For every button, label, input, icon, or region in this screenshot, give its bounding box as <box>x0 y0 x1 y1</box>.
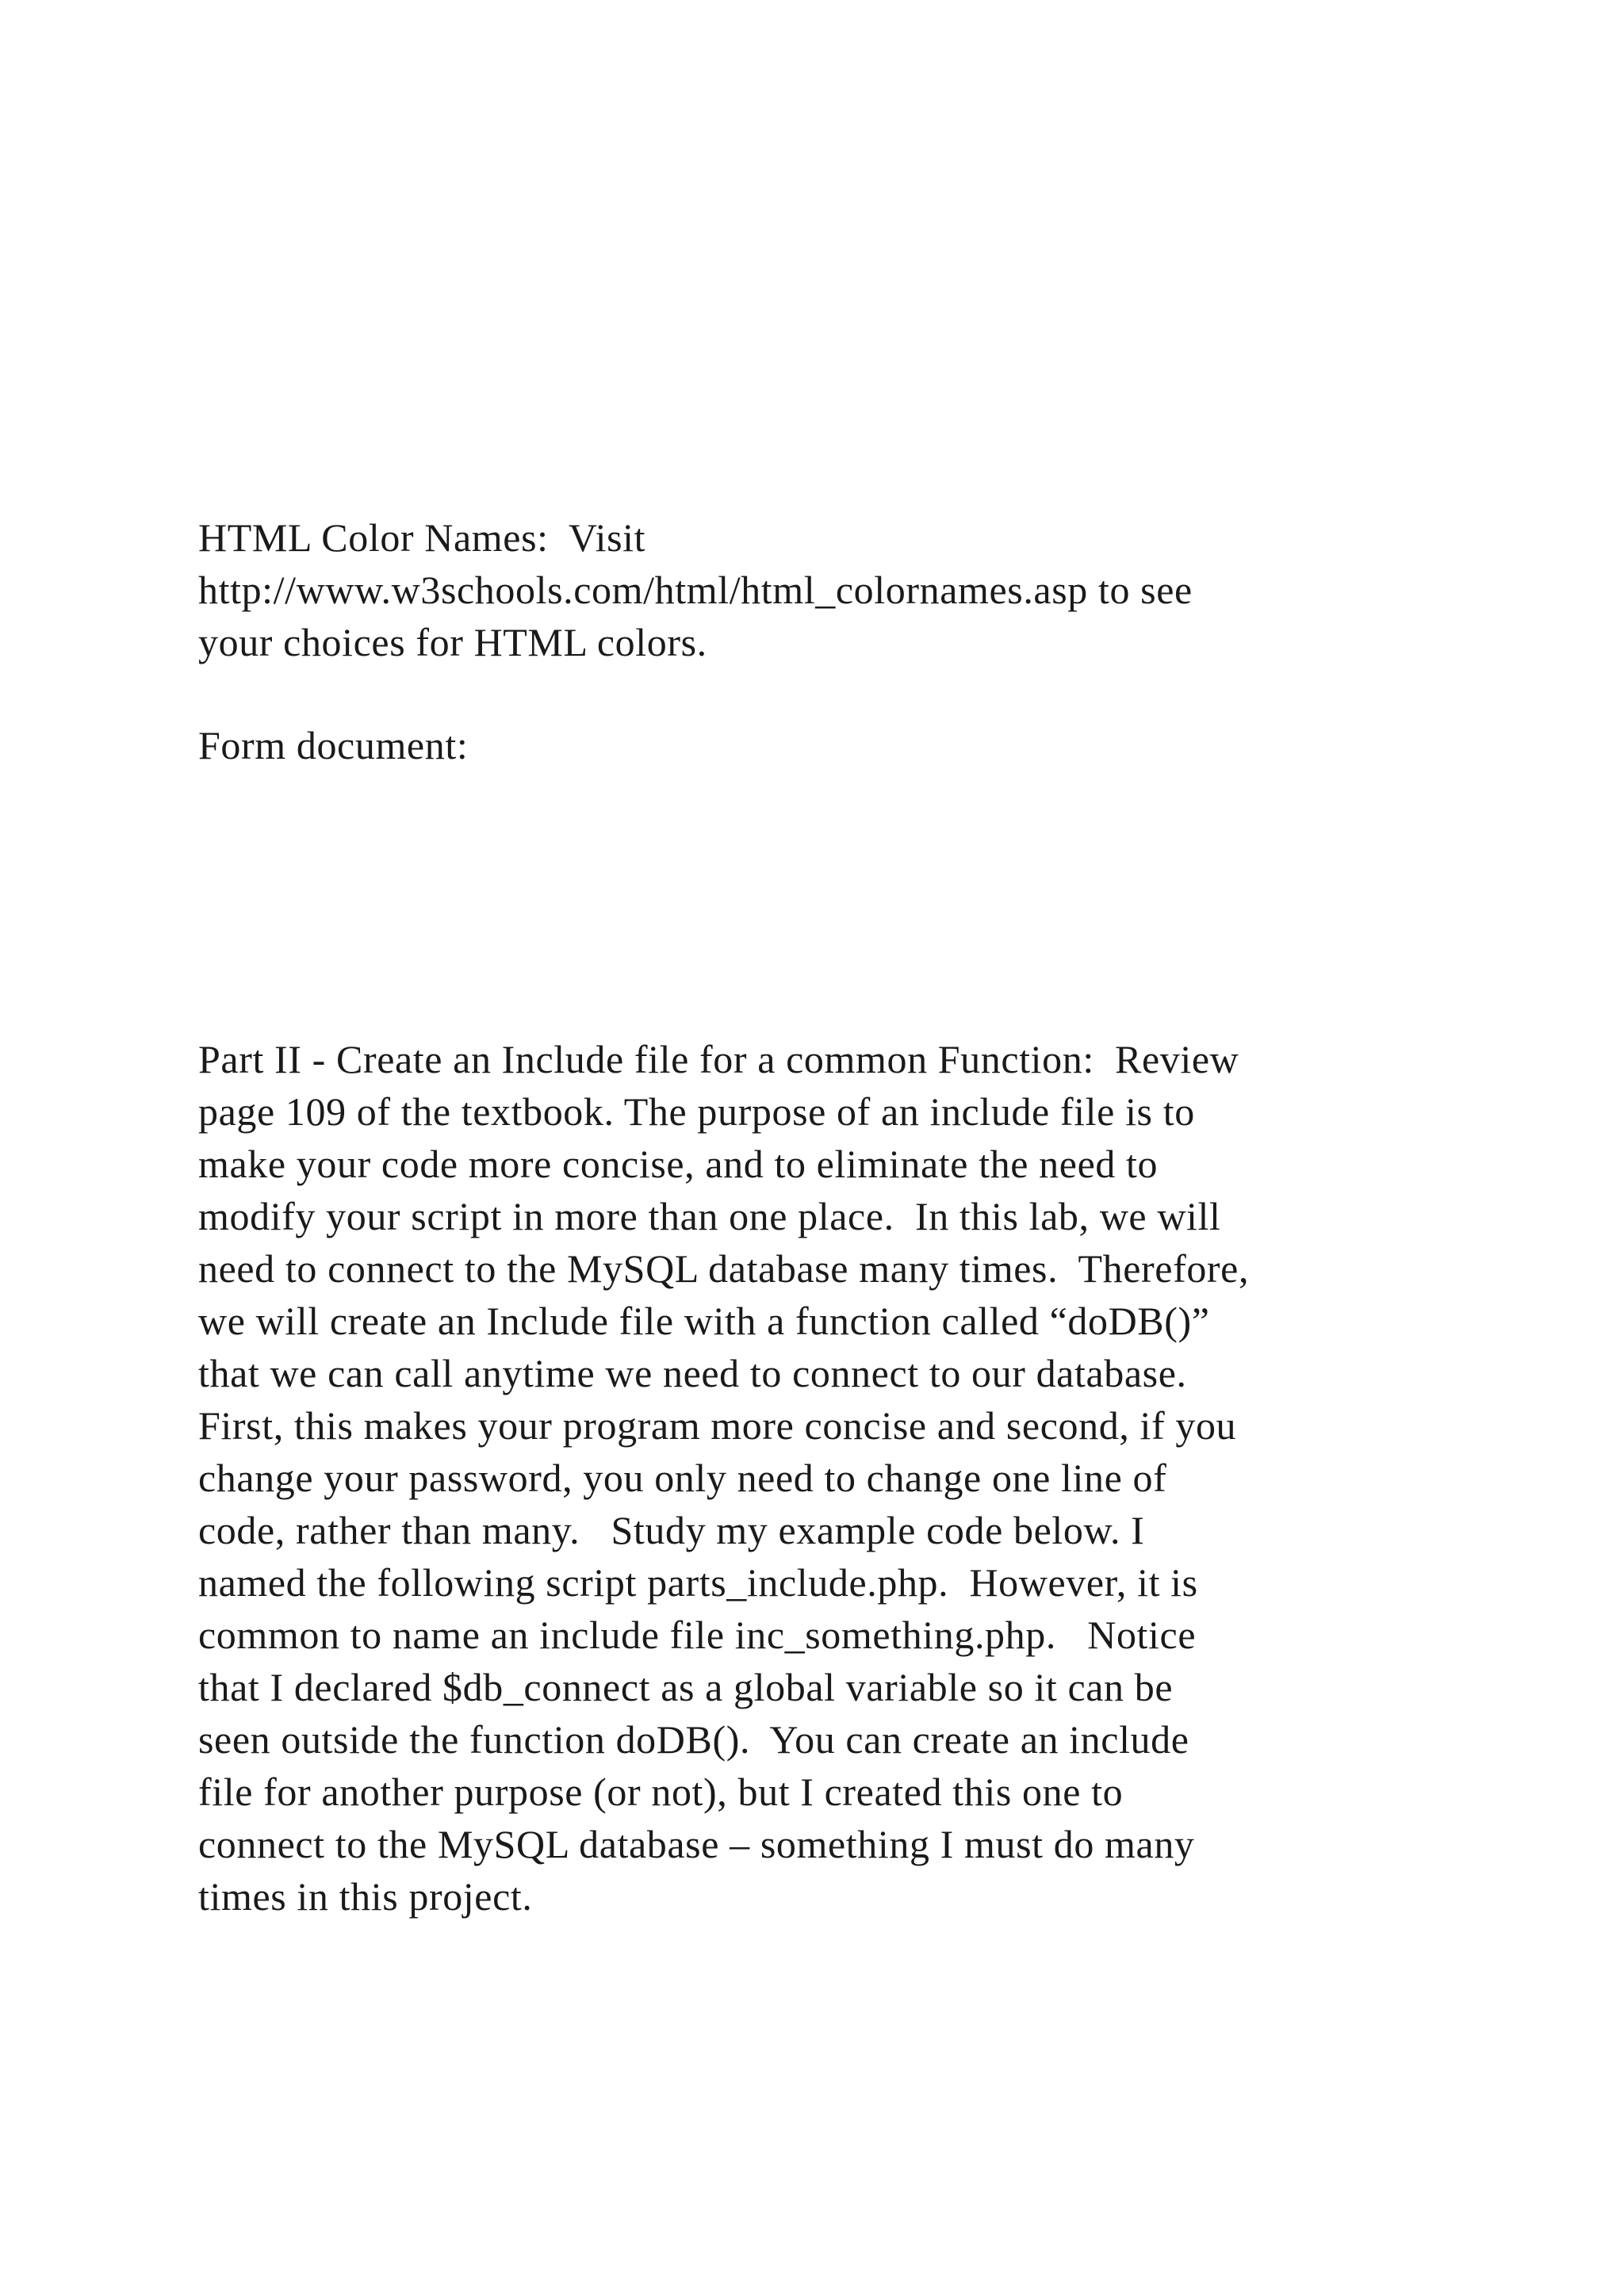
text-line: times in this project. <box>198 1874 533 1919</box>
text-line: Part II - Create an Include file for a common Function: Review <box>198 1037 1239 1081</box>
text-line: make your code more concise, and to eliminate the need to <box>198 1142 1159 1186</box>
text-line: modify your script in more than one place. In this lab, we will <box>198 1194 1221 1238</box>
text-line: connect to the MySQL database – something I must do many <box>198 1822 1195 1866</box>
text-line: code, rather than many. Study my example code below. I <box>198 1508 1145 1552</box>
text-line: need to connect to the MySQL database many times. Therefore, <box>198 1246 1250 1291</box>
text-line: named the following script parts_include.php. However, it is <box>198 1560 1198 1605</box>
text-line: http://www.w3schools.com/html/html_colornames.asp to see <box>198 568 1193 612</box>
text-line: seen outside the function doDB(). You can create an include <box>198 1717 1189 1762</box>
text-line: change your password, you only need to change one line of <box>198 1456 1167 1500</box>
text-line: that we can call anytime we need to connect to our database. <box>198 1351 1187 1395</box>
text-line: HTML Color Names: Visit <box>198 515 646 560</box>
text-line: Form document: <box>198 723 469 767</box>
text-line: file for another purpose (or not), but I created this one to <box>198 1770 1124 1814</box>
text-line: we will create an Include file with a function called “doDB()” <box>198 1299 1210 1343</box>
text-line: that I declared $db_connect as a global variable so it can be <box>198 1665 1174 1709</box>
text-line: common to name an include file inc_something.php. Notice <box>198 1613 1197 1657</box>
text-line: page 109 of the textbook. The purpose of an include file is to <box>198 1089 1195 1134</box>
text-line: your choices for HTML colors. <box>198 620 707 664</box>
text-line: First, this makes your program more concise and second, if you <box>198 1403 1237 1448</box>
